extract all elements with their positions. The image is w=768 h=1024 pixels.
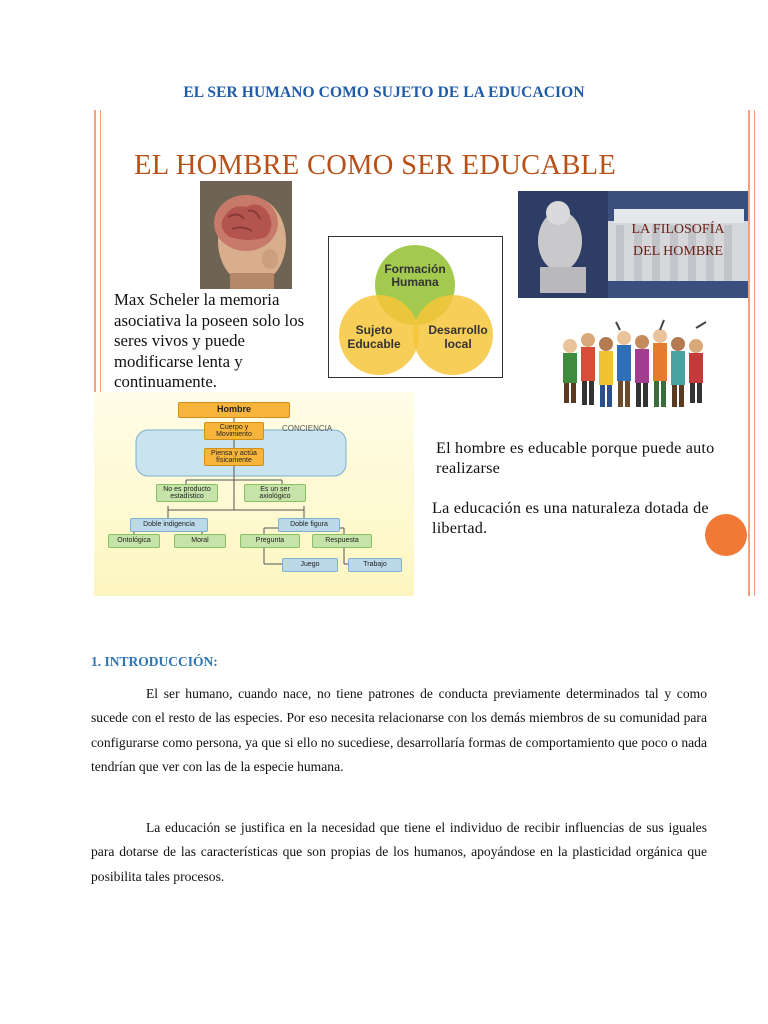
orgchart-pregunta: Pregunta xyxy=(240,534,300,548)
orgchart-respuesta: Respuesta xyxy=(312,534,372,548)
slide-right-border-1 xyxy=(748,110,750,596)
educable-text: El hombre es educable porque puede auto realizarse xyxy=(436,439,715,477)
orgchart-doble-figura: Doble figura xyxy=(278,518,340,532)
people-illustration xyxy=(556,316,711,426)
document-title: EL SER HUMANO COMO SUJETO DE LA EDUCACION xyxy=(183,84,585,101)
hombre-orgchart xyxy=(94,392,414,596)
venn-diagram xyxy=(328,236,503,378)
slide-title: EL HOMBRE COMO SER EDUCABLE xyxy=(134,150,617,181)
orgchart-no-estadistico: No es producto estadístico xyxy=(156,484,218,502)
orgchart-piensa: Piensa y actúa físicamente xyxy=(204,448,264,466)
orgchart-ontologica: Ontológica xyxy=(108,534,160,548)
paragraph-2: La educación se justifica en la necesidad que tiene el individuo de recibir influencias de sus iguales para dotarse de las características que son propias de los humanos, apoyándose en la plasticidad orgánica que posibilita tales procesos. xyxy=(91,820,707,884)
filosofia-banner xyxy=(518,191,748,298)
venn-label-top: Formación Humana xyxy=(384,263,446,289)
venn-label-right: Desarrollo local xyxy=(428,323,488,351)
filosofia-line2: DEL HOMBRE xyxy=(632,244,724,259)
orgchart-cuerpo: Cuerpo y Movimiento xyxy=(204,422,264,440)
section-heading: 1. INTRODUCCIÓN: xyxy=(91,654,218,669)
orgchart-juego: Juego xyxy=(282,558,338,572)
orgchart-moral: Moral xyxy=(174,534,226,548)
scheler-text: Max Scheler la memoria asociativa la poseen solo los seres vivos y puede modificarse lenta y continuamente. xyxy=(114,290,305,391)
slide-right-border-2 xyxy=(754,110,755,596)
orgchart-root: Hombre xyxy=(178,402,290,418)
orgchart-trabajo: Trabajo xyxy=(348,558,402,572)
orgchart-doble-indigencia: Doble indigencia xyxy=(130,518,208,532)
orgchart-axiologico: Es un ser axiológico xyxy=(244,484,306,502)
brain-image xyxy=(200,181,292,289)
filosofia-line1: LA FILOSOFÍA xyxy=(631,222,725,237)
orange-circle-decoration xyxy=(705,514,747,556)
libertad-text: La educación es una naturaleza dotada de libertad. xyxy=(432,499,709,537)
slide-image xyxy=(94,110,768,596)
venn-label-left: Sujeto Educable xyxy=(347,323,401,351)
orgchart-conciencia: CONCIENCIA xyxy=(282,424,333,433)
paragraph-1: El ser humano, cuando nace, no tiene patrones de conducta previamente determinados tal y como sucede con el resto de las especies. Por eso necesita relacionarse con los demás miembros de su comunidad para configurarse como persona, ya que si ello no sucediese, desarrollaría formas de comportamiento que poco o nada tendrían que ver con las de la especie humana. xyxy=(91,686,707,774)
